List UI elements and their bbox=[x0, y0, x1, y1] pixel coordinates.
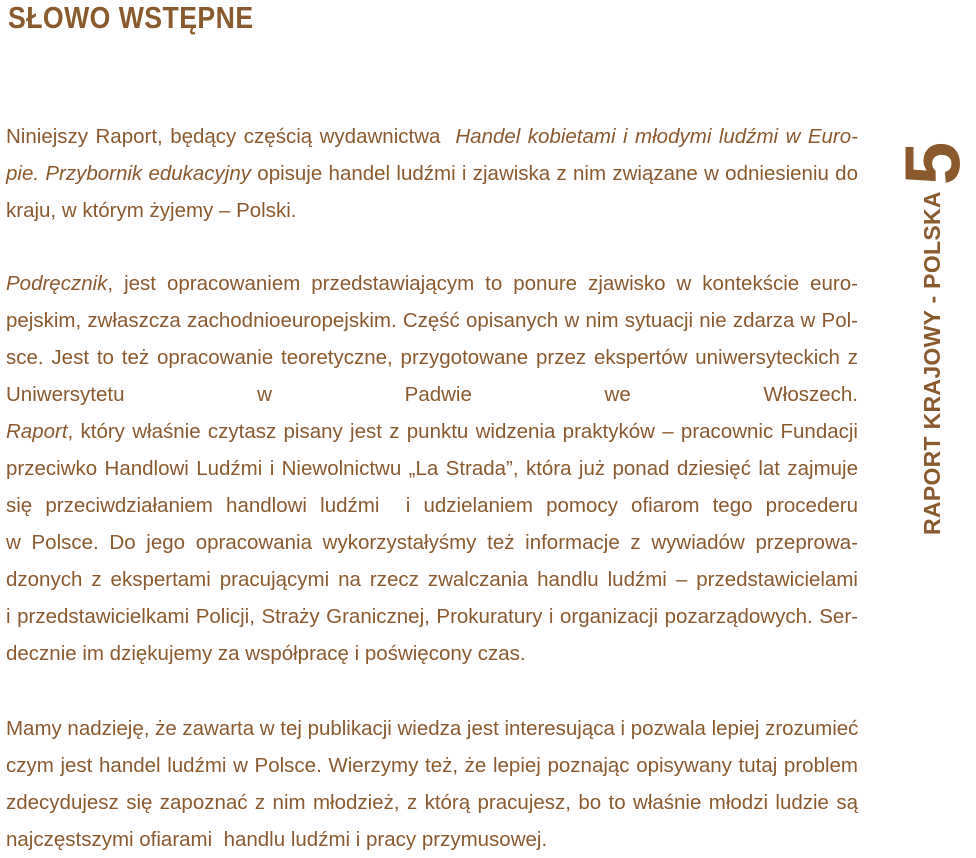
text-segment: opisuje handel ludźmi i zjawiska z nim związane w odniesieniu do bbox=[251, 162, 858, 185]
text-line bbox=[6, 413, 858, 450]
text-line bbox=[6, 710, 857, 747]
page-title: SŁOWO WSTĘPNE bbox=[8, 0, 254, 35]
text-segment: dzonych z ekspertami pracującymi na rzecz zwalczania handlu ludźmi – przedstawicielami bbox=[6, 568, 858, 591]
text-line bbox=[6, 450, 858, 487]
paragraph-body bbox=[6, 265, 858, 672]
text-segment: , jest opracowaniem przedstawiającym to ponure zjawisko w kontekście euro- bbox=[107, 272, 858, 295]
text-segment: i przedstawicielkami Policji, Straży Granicznej, Prokuratury i organizacji pozarządowych. Ser- bbox=[6, 605, 858, 628]
text-line bbox=[6, 487, 858, 524]
text-line bbox=[6, 747, 858, 784]
italic-text: pie. Przybornik edukacyjny bbox=[6, 162, 252, 185]
text-line bbox=[6, 192, 858, 229]
text-segment: najczęstszymi ofiarami handlu ludźmi i pracy przymusowej. bbox=[6, 828, 548, 851]
text-line bbox=[6, 155, 858, 192]
italic-text: Handel kobietami i młodymi ludźmi w Euro- bbox=[455, 125, 858, 148]
text-segment: , który właśnie czytasz pisany jest z punktu widzenia praktyków – pracownic Fundacji bbox=[67, 420, 858, 443]
text-line bbox=[6, 376, 858, 413]
text-line bbox=[6, 635, 858, 672]
text-line bbox=[6, 561, 858, 598]
text-line bbox=[6, 821, 858, 858]
text-line bbox=[6, 784, 858, 821]
text-segment: decznie im dziękujemy za współpracę i poświęcony czas. bbox=[6, 642, 526, 665]
text-segment: przeciwko Handlowi Ludźmi i Niewolnictwu „La Strada”, która już ponad dziesięć lat zajmuje bbox=[6, 457, 858, 480]
text-line bbox=[6, 339, 858, 376]
text-segment: kraju, w którym żyjemy – Polski. bbox=[6, 199, 297, 222]
report-label: RAPORT KRAJOWY - POLSKA bbox=[919, 191, 945, 535]
text-segment: Mamy nadzieję, że zawarta w tej publikacji wiedza jest interesująca i pozwala lepiej zrozumieć bbox=[6, 717, 859, 740]
text-line bbox=[6, 598, 858, 635]
paragraph-closing bbox=[6, 710, 858, 858]
text-segment: czym jest handel ludźmi w Polsce. Wierzymy też, że lepiej poznając opisywany tutaj problem bbox=[6, 754, 858, 777]
text-segment: Uniwersytetu w Padwie we Włoszech. bbox=[6, 383, 858, 406]
text-line bbox=[6, 524, 858, 561]
text-segment: się przeciwdziałaniem handlowi ludźmi i udzielaniem pomocy ofiarom tego procederu bbox=[6, 494, 858, 517]
paragraph-intro bbox=[6, 118, 858, 229]
text-segment: zdecydujesz się zapoznać z nim młodzież, z którą pracujesz, bo to właśnie młodzi ludzie są bbox=[6, 791, 858, 814]
italic-text: Podręcznik bbox=[6, 272, 108, 295]
text-segment: sce. Jest to też opracowanie teoretyczne, przygotowane przez ekspertów uniwersyteckich z bbox=[6, 346, 858, 369]
text-segment: pejskim, zwłaszcza zachodnioeuropejskim. Część opisanych w nim sytuacji nie zdarza w Pol- bbox=[6, 309, 858, 332]
page-number: 5 bbox=[888, 141, 976, 186]
text-line bbox=[6, 265, 858, 302]
side-running-header bbox=[888, 141, 976, 535]
text-line bbox=[6, 302, 858, 339]
text-segment: Niniejszy Raport, będący częścią wydawnictwa bbox=[6, 125, 456, 148]
text-segment: w Polsce. Do jego opracowania wykorzystałyśmy też informacje z wywiadów przeprowa- bbox=[6, 531, 858, 554]
italic-text: Raport bbox=[6, 420, 68, 443]
text-line bbox=[6, 118, 858, 155]
